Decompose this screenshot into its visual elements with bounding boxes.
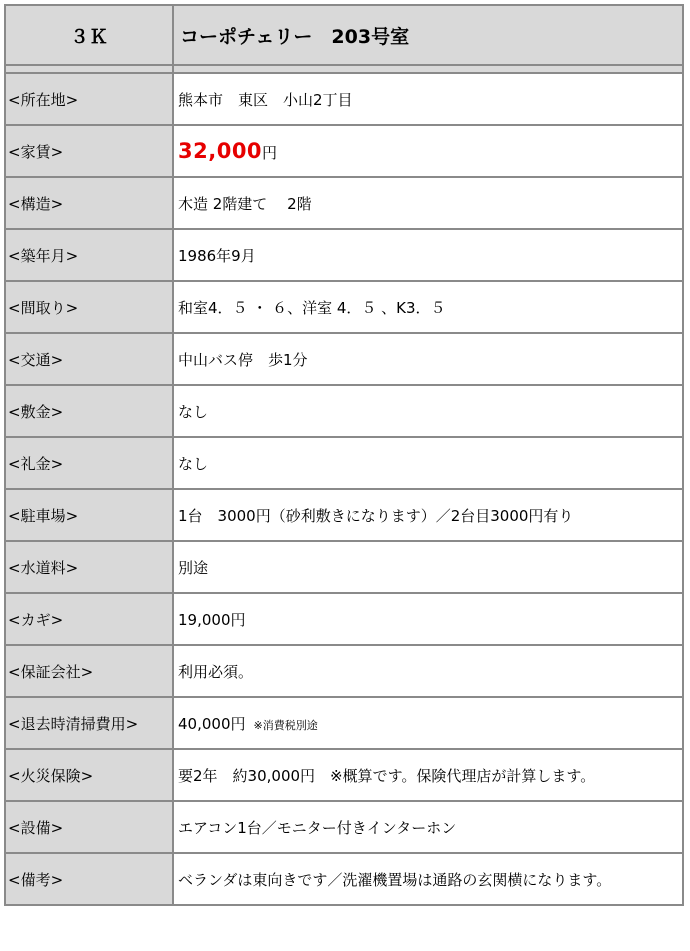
row-structure	[5, 177, 683, 229]
row-value: エアコン1台／モニター付きインターホン	[173, 801, 683, 853]
row-parking	[5, 489, 683, 541]
row-label: <間取り>	[5, 281, 173, 333]
row-value: 和室4．５ ・ ６、洋室 4．５ 、K3．５	[173, 281, 683, 333]
row-access	[5, 333, 683, 385]
row-label: <家賃>	[5, 125, 173, 177]
row-label: <備考>	[5, 853, 173, 905]
row-value: 1台 3000円（砂利敷きになります）／2台目3000円有り	[173, 489, 683, 541]
row-fire-insurance	[5, 749, 683, 801]
row-guarantor	[5, 645, 683, 697]
row-label: <設備>	[5, 801, 173, 853]
row-label: <構造>	[5, 177, 173, 229]
row-label: <駐車場>	[5, 489, 173, 541]
row-value	[173, 697, 683, 749]
header-row	[5, 5, 683, 65]
row-deposit	[5, 385, 683, 437]
header-divider	[5, 65, 683, 73]
row-label: <礼金>	[5, 437, 173, 489]
row-water	[5, 541, 683, 593]
tax-note: ※消費税別途	[253, 718, 318, 732]
row-value: ベランダは東向きです／洗濯機置場は通路の玄関横になります。	[173, 853, 683, 905]
row-value: 要2年 約30,000円 ※概算です。保険代理店が計算します。	[173, 749, 683, 801]
row-label: <築年月>	[5, 229, 173, 281]
row-rent	[5, 125, 683, 177]
row-label: <退去時清掃費用>	[5, 697, 173, 749]
layout-type: ３Ｋ	[5, 5, 173, 65]
row-label: <火災保険>	[5, 749, 173, 801]
rent-value	[173, 125, 683, 177]
row-label: <水道料>	[5, 541, 173, 593]
row-value: 利用必須。	[173, 645, 683, 697]
row-key-money	[5, 437, 683, 489]
row-label: <所在地>	[5, 73, 173, 125]
rent-amount: 32,000	[178, 139, 263, 163]
property-table	[4, 4, 684, 906]
row-value: 1986年9月	[173, 229, 683, 281]
row-address	[5, 73, 683, 125]
row-value: 別途	[173, 541, 683, 593]
cleaning-fee-amount: 40,000円	[178, 714, 246, 733]
row-cleaning-fee	[5, 697, 683, 749]
row-value: 熊本市 東区 小山2丁目	[173, 73, 683, 125]
row-label: <交通>	[5, 333, 173, 385]
row-value: 木造 2階建て 2階	[173, 177, 683, 229]
row-key	[5, 593, 683, 645]
row-floorplan	[5, 281, 683, 333]
row-label: <カギ>	[5, 593, 173, 645]
row-equipment	[5, 801, 683, 853]
rent-unit: 円	[262, 144, 278, 162]
row-built	[5, 229, 683, 281]
property-name: コーポチェリー 203号室	[173, 5, 683, 65]
row-label: <保証会社>	[5, 645, 173, 697]
row-remarks	[5, 853, 683, 905]
row-value: なし	[173, 437, 683, 489]
property-sheet	[4, 4, 684, 906]
row-label: <敷金>	[5, 385, 173, 437]
row-value: なし	[173, 385, 683, 437]
row-value: 19,000円	[173, 593, 683, 645]
row-value: 中山バス停 歩1分	[173, 333, 683, 385]
